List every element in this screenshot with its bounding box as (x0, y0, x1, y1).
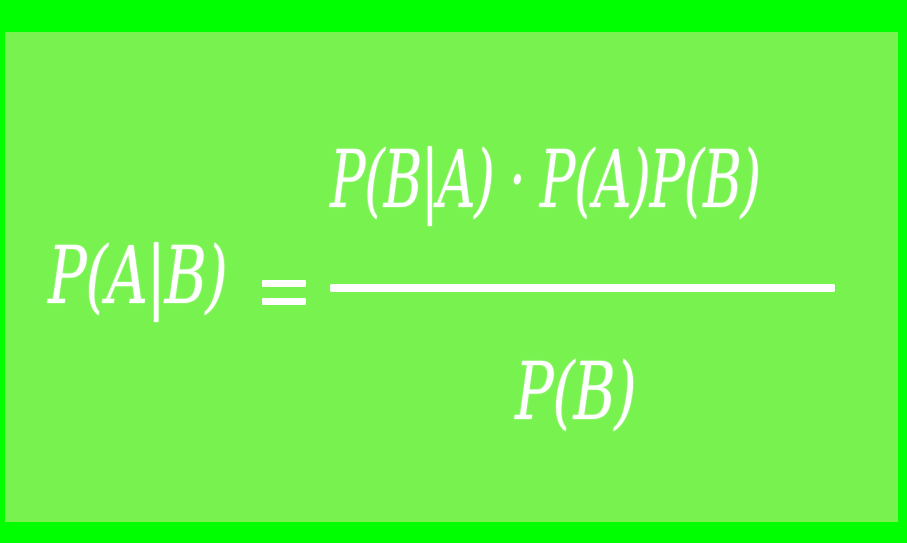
formula-numerator: P(B|A) · P(A)P(B) (330, 133, 760, 226)
equals-sign (262, 276, 306, 310)
formula-lhs: P(A|B) (48, 229, 227, 322)
fraction-bar (330, 284, 835, 292)
equals-text (262, 276, 263, 277)
formula-denominator: P(B) (515, 345, 636, 438)
equals-bar-bottom (262, 298, 306, 305)
equals-bar-top (262, 280, 306, 287)
